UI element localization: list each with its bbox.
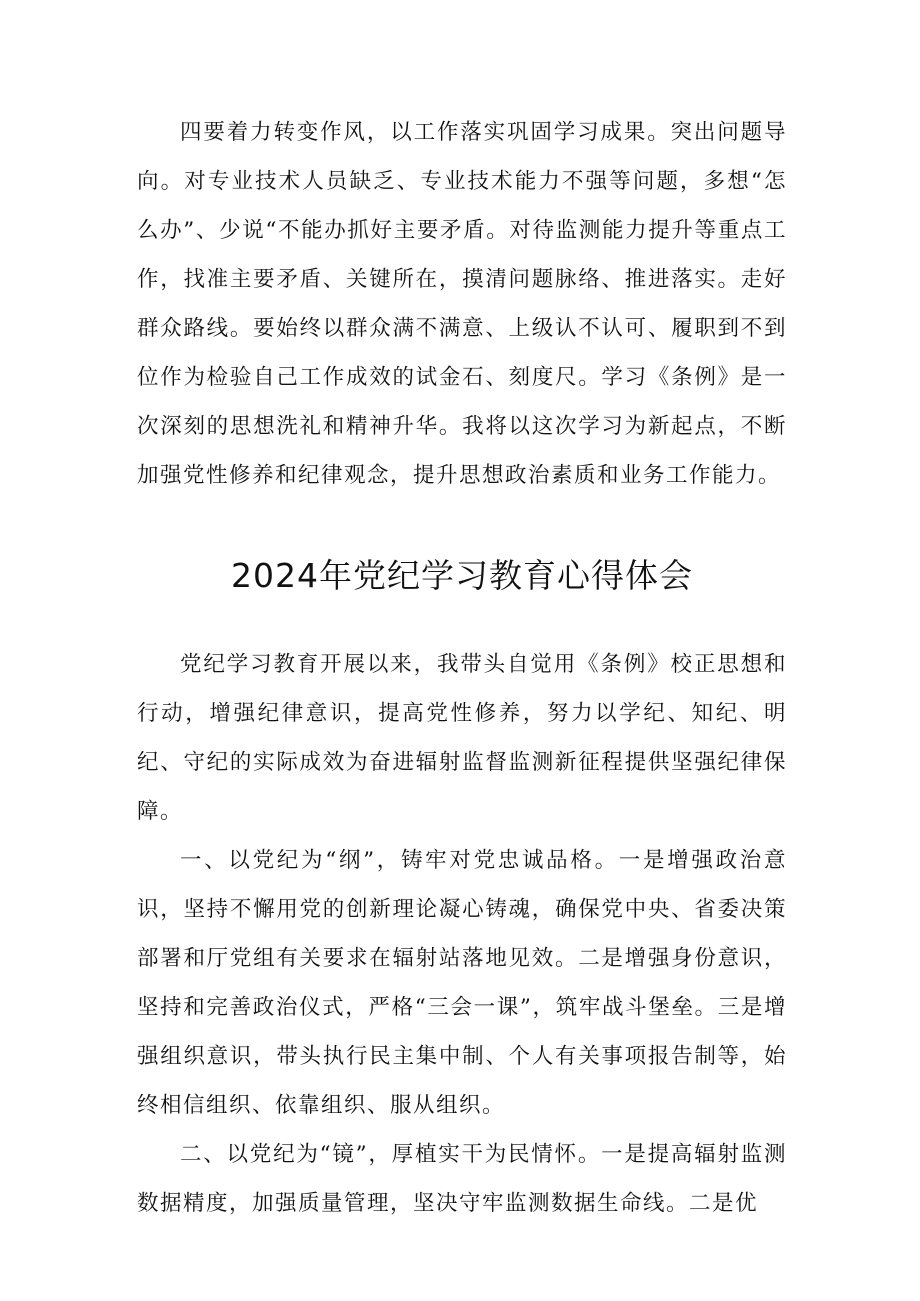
paragraph-section-two: 二、以党纪为“镜”，厚植实干为民情怀。一是提高辐射监测数据精度，加强质量管理，坚决守牢监测数据生命线。二是优 — [137, 1142, 787, 1216]
paragraph-section-one: 一、以党纪为“纲”，铸牢对党忠诚品格。一是增强政治意识，坚持不懈用党的创新理论凝心铸魂，确保党中央、省委决策部署和厅党组有关要求在辐射站落地见效。二是增强身份意识，坚持和完善政治仪式，严格“三会一课”，筑牢战斗堡垒。三是增强组织意识，带头执行民主集中制、个人有关事项报告制等，始终相信组织、依靠组织、服从组织。 — [137, 848, 787, 1118]
paragraph-opening: 党纪学习教育开展以来，我带头自觉用《条例》校正思想和行动，增强纪律意识，提高党性修养，努力以学纪、知纪、明纪、守纪的实际成效为奋进辐射监督监测新征程提供坚强纪律保障。 — [137, 652, 787, 824]
intro-paragraph: 四要着力转变作风，以工作落实巩固学习成果。突出问题导向。对专业技术人员缺乏、专业技术能力不强等问题，多想“怎么办”、少说“不能办抓好主要矛盾。对待监测能力提升等重点工作，找准主要矛盾、关键所在，摸清问题脉络、推进落实。走好群众路线。要始终以群众满不满意、上级认不认可、履职到不到位作为检验自己工作成效的试金石、刻度尺。学习《条例》是一次深刻的思想洗礼和精神升华。我将以这次学习为新起点，不断加强党性修养和纪律观念，提升思想政治素质和业务工作能力。 — [137, 120, 787, 488]
document-title: 2024年党纪学习教育心得体会 — [231, 556, 693, 595]
document-body — [137, 108, 787, 1228]
